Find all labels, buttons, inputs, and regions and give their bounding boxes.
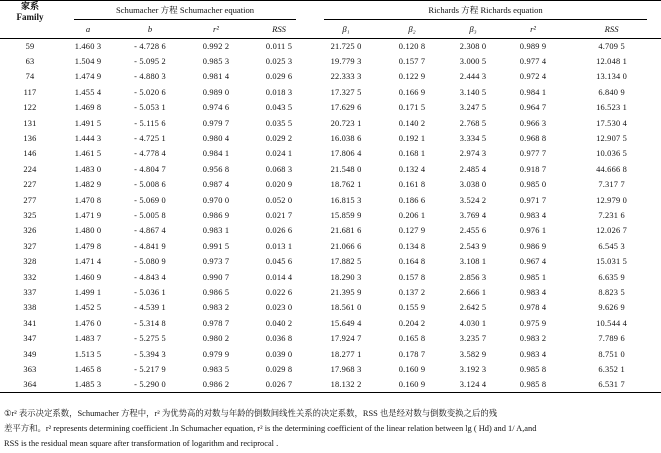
col-header-beta2: β₂ bbox=[382, 21, 442, 39]
family-cell: 363 bbox=[23, 364, 37, 374]
beta3-cell: 2.856 3 bbox=[459, 272, 487, 282]
table-row bbox=[0, 331, 661, 346]
family-cell: 327 bbox=[23, 241, 37, 251]
beta2-cell: 0.160 9 bbox=[382, 377, 442, 392]
table-row bbox=[0, 177, 661, 192]
r2-cell: 0.986 2 bbox=[184, 377, 248, 392]
rss-cell: 0.068 3 bbox=[265, 164, 293, 174]
table-row bbox=[0, 239, 661, 254]
family-cell: 349 bbox=[23, 349, 37, 359]
r2-cell: 0.989 0 bbox=[202, 87, 230, 97]
rss-cell: 0.029 2 bbox=[265, 134, 293, 144]
b-cell: - 4.843 4 bbox=[134, 272, 166, 282]
a-cell: 1.460 3 bbox=[74, 41, 102, 51]
beta3-cell: 3.000 5 bbox=[459, 57, 487, 67]
a-cell: 1.504 9 bbox=[74, 57, 102, 67]
r2-richards-cell: 0.984 1 bbox=[519, 87, 547, 97]
rss-richards-cell: 7.789 6 bbox=[598, 334, 625, 344]
b-cell: - 5.069 0 bbox=[134, 195, 166, 205]
r2-cell: 0.984 1 bbox=[202, 149, 230, 159]
beta1-cell: 17.924 7 bbox=[330, 334, 362, 344]
a-cell: 1.513 5 bbox=[74, 349, 102, 359]
family-cell: 224 bbox=[23, 164, 37, 174]
beta3-cell: 2.666 1 bbox=[459, 287, 487, 297]
family-column-header bbox=[0, 1, 60, 39]
family-cell: 325 bbox=[23, 210, 37, 220]
r2-cell: 0.978 7 bbox=[202, 318, 230, 328]
rss-richards-cell: 10.544 4 bbox=[596, 318, 628, 328]
r2-cell: 0.956 8 bbox=[202, 164, 230, 174]
r2-richards-cell: 0.977 7 bbox=[519, 149, 547, 159]
col-header-beta3: β₃ bbox=[442, 21, 504, 39]
schumacher-title: Schumacher 方程 Schumacher equation bbox=[74, 1, 296, 20]
b-cell: - 5.217 9 bbox=[134, 364, 166, 374]
beta1-cell: 17.882 5 bbox=[330, 257, 362, 267]
beta3-cell: 2.974 3 bbox=[459, 149, 487, 159]
beta1-cell: 17.629 6 bbox=[330, 103, 362, 113]
family-cell: 364 bbox=[0, 377, 60, 392]
table-row bbox=[0, 269, 661, 284]
family-cell: 328 bbox=[23, 257, 37, 267]
r2-cell: 0.983 2 bbox=[202, 303, 230, 313]
beta2-cell: 0.134 8 bbox=[398, 241, 426, 251]
rss-richards-cell: 12.907 5 bbox=[596, 134, 628, 144]
col-header-r2-richards: r² bbox=[504, 21, 562, 39]
rss-cell: 0.052 0 bbox=[265, 195, 293, 205]
rss-richards-cell: 6.635 9 bbox=[598, 272, 625, 282]
table-row bbox=[0, 192, 661, 207]
beta3-cell: 2.308 0 bbox=[459, 41, 487, 51]
rss-richards-cell: 6.840 9 bbox=[598, 87, 625, 97]
family-cell: 146 bbox=[23, 149, 37, 159]
rss-cell: 0.011 5 bbox=[265, 41, 293, 51]
beta3-cell: 2.485 4 bbox=[459, 164, 487, 174]
table-row bbox=[0, 362, 661, 377]
table-row bbox=[0, 285, 661, 300]
a-cell: 1.471 4 bbox=[74, 257, 102, 267]
r2-cell: 0.986 5 bbox=[202, 287, 230, 297]
beta2-cell: 0.171 5 bbox=[398, 103, 426, 113]
r2-cell: 0.980 2 bbox=[202, 334, 230, 344]
family-header-cn: 家系 bbox=[20, 1, 39, 11]
r2-richards-cell: 0.978 4 bbox=[519, 303, 547, 313]
r2-richards-cell: 0.966 3 bbox=[519, 118, 547, 128]
r2-richards-cell: 0.983 4 bbox=[519, 210, 547, 220]
rss-cell: 0.043 5 bbox=[265, 103, 293, 113]
rss-richards-cell: 16.523 1 bbox=[596, 103, 628, 113]
b-cell: - 5.290 0 bbox=[116, 377, 184, 392]
col-header-beta1: β₁ bbox=[310, 21, 382, 39]
r2-richards-cell: 0.989 9 bbox=[519, 41, 547, 51]
rss-cell: 0.026 7 bbox=[248, 377, 310, 392]
r2-richards-cell: 0.985 1 bbox=[519, 272, 547, 282]
r2-cell: 0.973 7 bbox=[202, 257, 230, 267]
beta2-cell: 0.168 1 bbox=[398, 149, 426, 159]
rss-richards-cell: 12.979 0 bbox=[596, 195, 628, 205]
beta2-cell: 0.165 8 bbox=[398, 334, 426, 344]
footnote-line-2: 差平方和。r² represents determining coefficient .In Schumacher equation, r² is the determining coefficient of the linear relation between lg ( Hd) and 1/ A,and bbox=[4, 424, 537, 433]
table-row bbox=[0, 39, 661, 54]
beta2-cell: 0.204 2 bbox=[398, 318, 426, 328]
family-cell: 277 bbox=[23, 195, 37, 205]
beta3-cell: 2.444 3 bbox=[459, 72, 487, 82]
beta1-cell: 18.561 0 bbox=[330, 303, 362, 313]
beta2-cell: 0.122 9 bbox=[398, 72, 426, 82]
beta1-cell: 21.725 0 bbox=[330, 41, 362, 51]
beta2-cell: 0.157 7 bbox=[398, 57, 426, 67]
table-body bbox=[0, 39, 661, 393]
beta1-cell: 21.548 0 bbox=[330, 164, 362, 174]
rss-cell: 0.023 0 bbox=[265, 303, 293, 313]
beta2-cell: 0.120 8 bbox=[398, 41, 426, 51]
family-cell: 136 bbox=[23, 134, 37, 144]
rss-cell: 0.021 7 bbox=[265, 210, 293, 220]
table-row bbox=[0, 346, 661, 361]
rss-cell: 0.029 6 bbox=[265, 72, 293, 82]
beta1-cell: 15.859 9 bbox=[330, 210, 362, 220]
b-cell: - 5.394 3 bbox=[134, 349, 166, 359]
family-cell: 131 bbox=[23, 118, 37, 128]
r2-cell: 0.970 0 bbox=[202, 195, 230, 205]
beta3-cell: 4.030 1 bbox=[459, 318, 487, 328]
beta1-cell: 18.762 1 bbox=[330, 180, 362, 190]
rss-cell: 0.029 8 bbox=[265, 364, 293, 374]
beta1-cell: 21.395 9 bbox=[330, 287, 362, 297]
a-cell: 1.476 0 bbox=[74, 318, 102, 328]
beta3-cell: 3.140 5 bbox=[459, 87, 487, 97]
table-row bbox=[0, 316, 661, 331]
b-cell: - 4.841 9 bbox=[134, 241, 166, 251]
family-cell: 59 bbox=[25, 41, 35, 51]
r2-richards-cell: 0.972 4 bbox=[519, 72, 547, 82]
r2-cell: 0.990 7 bbox=[202, 272, 230, 282]
rss-richards-cell: 8.751 0 bbox=[598, 349, 625, 359]
r2-cell: 0.979 9 bbox=[202, 349, 230, 359]
rss-richards-cell: 12.048 1 bbox=[596, 57, 628, 67]
rss-cell: 0.035 5 bbox=[265, 118, 293, 128]
beta3-cell: 3.334 5 bbox=[459, 134, 487, 144]
r2-cell: 0.981 4 bbox=[202, 72, 230, 82]
col-header-rss: RSS bbox=[248, 21, 310, 39]
rss-cell: 0.026 6 bbox=[265, 226, 293, 236]
table-row bbox=[0, 85, 661, 100]
r2-richards-cell: 0.985 8 bbox=[519, 364, 547, 374]
b-cell: - 5.115 6 bbox=[134, 118, 166, 128]
b-cell: - 4.804 7 bbox=[134, 164, 166, 174]
a-cell: 1.479 8 bbox=[74, 241, 102, 251]
a-cell: 1.469 8 bbox=[74, 103, 102, 113]
beta3-cell: 3.524 2 bbox=[459, 195, 487, 205]
family-cell: 326 bbox=[23, 226, 37, 236]
table-row bbox=[0, 300, 661, 315]
table-row bbox=[0, 69, 661, 84]
rss-cell: 0.018 3 bbox=[265, 87, 293, 97]
family-cell: 337 bbox=[23, 287, 37, 297]
beta3-cell: 3.769 4 bbox=[459, 210, 487, 220]
rss-cell: 0.022 6 bbox=[265, 287, 293, 297]
beta2-cell: 0.157 8 bbox=[398, 272, 426, 282]
r2-richards-cell: 0.968 8 bbox=[519, 134, 547, 144]
beta2-cell: 0.178 7 bbox=[398, 349, 426, 359]
beta2-cell: 0.206 1 bbox=[398, 210, 426, 220]
beta3-cell: 3.108 1 bbox=[459, 257, 487, 267]
b-cell: - 5.080 9 bbox=[134, 257, 166, 267]
beta3-cell: 2.455 6 bbox=[459, 226, 487, 236]
rss-cell: 0.024 1 bbox=[265, 149, 293, 159]
b-cell: - 5.008 6 bbox=[134, 180, 166, 190]
table-row bbox=[0, 208, 661, 223]
beta3-cell: 2.768 5 bbox=[459, 118, 487, 128]
rss-richards-cell: 6.545 3 bbox=[598, 241, 625, 251]
beta3-cell: 3.235 7 bbox=[459, 334, 487, 344]
r2-cell: 0.991 5 bbox=[202, 241, 230, 251]
a-cell: 1.465 8 bbox=[74, 364, 102, 374]
r2-richards-cell: 0.971 7 bbox=[519, 195, 547, 205]
rss-richards-cell: 6.531 7 bbox=[562, 377, 661, 392]
b-cell: - 5.005 8 bbox=[134, 210, 166, 220]
a-cell: 1.485 3 bbox=[60, 377, 116, 392]
footnote-line-3: RSS is the residual mean square after transformation of logarithm and reciprocal . bbox=[4, 439, 279, 448]
b-cell: - 4.867 4 bbox=[134, 226, 166, 236]
rss-richards-cell: 44.666 8 bbox=[596, 164, 628, 174]
r2-richards-cell: 0.985 0 bbox=[519, 180, 547, 190]
table-footnote bbox=[4, 406, 656, 451]
beta1-cell: 18.290 3 bbox=[330, 272, 362, 282]
rss-richards-cell: 17.530 4 bbox=[596, 118, 628, 128]
beta3-cell: 2.543 9 bbox=[459, 241, 487, 251]
beta2-cell: 0.155 9 bbox=[398, 303, 426, 313]
b-cell: - 4.539 1 bbox=[134, 303, 166, 313]
r2-richards-cell: 0.983 4 bbox=[519, 349, 547, 359]
family-cell: 63 bbox=[25, 57, 35, 67]
a-cell: 1.499 1 bbox=[74, 287, 102, 297]
table-row bbox=[0, 100, 661, 115]
a-cell: 1.444 3 bbox=[74, 134, 102, 144]
beta1-cell: 21.681 6 bbox=[330, 226, 362, 236]
r2-cell: 0.987 4 bbox=[202, 180, 230, 190]
beta2-cell: 0.161 8 bbox=[398, 180, 426, 190]
r2-richards-cell: 0.964 7 bbox=[519, 103, 547, 113]
table-row bbox=[0, 223, 661, 238]
r2-richards-cell: 0.967 4 bbox=[519, 257, 547, 267]
a-cell: 1.461 5 bbox=[74, 149, 102, 159]
rss-richards-cell: 6.352 1 bbox=[598, 364, 625, 374]
r2-cell: 0.979 7 bbox=[202, 118, 230, 128]
r2-richards-cell: 0.918 7 bbox=[519, 164, 547, 174]
rss-cell: 0.013 1 bbox=[265, 241, 293, 251]
table-row bbox=[0, 54, 661, 69]
beta2-cell: 0.192 1 bbox=[398, 134, 426, 144]
beta1-cell: 17.806 4 bbox=[330, 149, 362, 159]
a-cell: 1.480 0 bbox=[74, 226, 102, 236]
a-cell: 1.471 9 bbox=[74, 210, 102, 220]
beta1-cell: 15.649 4 bbox=[330, 318, 362, 328]
beta2-cell: 0.166 9 bbox=[398, 87, 426, 97]
beta3-cell: 3.124 4 bbox=[442, 377, 504, 392]
beta2-cell: 0.186 6 bbox=[398, 195, 426, 205]
rss-cell: 0.040 2 bbox=[265, 318, 293, 328]
rss-richards-cell: 8.823 5 bbox=[598, 287, 625, 297]
rss-cell: 0.045 6 bbox=[265, 257, 293, 267]
beta1-cell: 19.779 3 bbox=[330, 57, 362, 67]
family-cell: 338 bbox=[23, 303, 37, 313]
beta2-cell: 0.160 9 bbox=[398, 364, 426, 374]
table-row bbox=[0, 254, 661, 269]
beta1-cell: 16.815 3 bbox=[330, 195, 362, 205]
beta2-cell: 0.140 2 bbox=[398, 118, 426, 128]
r2-cell: 0.986 9 bbox=[202, 210, 230, 220]
r2-richards-cell: 0.975 9 bbox=[519, 318, 547, 328]
a-cell: 1.474 9 bbox=[74, 72, 102, 82]
table-header bbox=[0, 1, 661, 39]
r2-cell: 0.974 6 bbox=[202, 103, 230, 113]
r2-cell: 0.985 3 bbox=[202, 57, 230, 67]
beta1-cell: 17.327 5 bbox=[330, 87, 362, 97]
b-cell: - 5.036 1 bbox=[134, 287, 166, 297]
col-header-b: b bbox=[116, 21, 184, 39]
family-header-en: Family bbox=[16, 12, 44, 22]
family-cell: 347 bbox=[23, 334, 37, 344]
beta1-cell: 22.333 3 bbox=[330, 72, 362, 82]
beta1-cell: 17.968 3 bbox=[330, 364, 362, 374]
col-header-r2: r² bbox=[184, 21, 248, 39]
family-cell: 227 bbox=[23, 180, 37, 190]
beta2-cell: 0.132 4 bbox=[398, 164, 426, 174]
beta3-cell: 3.582 9 bbox=[459, 349, 487, 359]
b-cell: - 5.095 2 bbox=[134, 57, 166, 67]
family-cell: 332 bbox=[23, 272, 37, 282]
table-row bbox=[0, 115, 661, 130]
r2-richards-cell: 0.983 4 bbox=[519, 287, 547, 297]
rss-richards-cell: 10.036 5 bbox=[596, 149, 628, 159]
r2-richards-cell: 0.985 8 bbox=[504, 377, 562, 392]
family-cell: 74 bbox=[25, 72, 35, 82]
rss-richards-cell: 15.031 5 bbox=[596, 257, 628, 267]
table-row bbox=[0, 146, 661, 161]
rss-cell: 0.025 3 bbox=[265, 57, 293, 67]
rss-cell: 0.039 0 bbox=[265, 349, 293, 359]
a-cell: 1.491 5 bbox=[74, 118, 102, 128]
beta3-cell: 3.038 0 bbox=[459, 180, 487, 190]
table-row bbox=[0, 162, 661, 177]
beta3-cell: 3.247 5 bbox=[459, 103, 487, 113]
beta1-cell: 21.066 6 bbox=[330, 241, 362, 251]
r2-cell: 0.983 1 bbox=[202, 226, 230, 236]
beta2-cell: 0.127 9 bbox=[398, 226, 426, 236]
r2-richards-cell: 0.986 9 bbox=[519, 241, 547, 251]
beta1-cell: 16.038 6 bbox=[330, 134, 362, 144]
a-cell: 1.455 4 bbox=[74, 87, 102, 97]
a-cell: 1.470 8 bbox=[74, 195, 102, 205]
rss-cell: 0.036 8 bbox=[265, 334, 293, 344]
b-cell: - 5.314 8 bbox=[134, 318, 166, 328]
beta1-cell: 20.723 1 bbox=[330, 118, 362, 128]
beta2-cell: 0.164 8 bbox=[398, 257, 426, 267]
col-header-rss-richards: RSS bbox=[562, 21, 661, 39]
b-cell: - 4.725 1 bbox=[134, 134, 166, 144]
b-cell: - 5.053 1 bbox=[134, 103, 166, 113]
table-row bbox=[0, 377, 661, 392]
b-cell: - 4.880 3 bbox=[134, 72, 166, 82]
b-cell: - 5.275 5 bbox=[134, 334, 166, 344]
b-cell: - 5.020 6 bbox=[134, 87, 166, 97]
family-cell: 117 bbox=[23, 87, 37, 97]
beta1-cell: 18.277 1 bbox=[330, 349, 362, 359]
family-cell: 122 bbox=[23, 103, 37, 113]
a-cell: 1.452 5 bbox=[74, 303, 102, 313]
rss-cell: 0.020 9 bbox=[265, 180, 293, 190]
table-row bbox=[0, 131, 661, 146]
a-cell: 1.483 7 bbox=[74, 334, 102, 344]
beta1-cell: 18.132 2 bbox=[310, 377, 382, 392]
col-header-a: a bbox=[60, 21, 116, 39]
r2-richards-cell: 0.977 4 bbox=[519, 57, 547, 67]
rss-richards-cell: 7.231 6 bbox=[598, 210, 625, 220]
richards-title: Richards 方程 Richards equation bbox=[324, 1, 647, 20]
b-cell: - 4.778 4 bbox=[134, 149, 166, 159]
r2-cell: 0.980 4 bbox=[202, 134, 230, 144]
rss-richards-cell: 7.317 7 bbox=[598, 180, 625, 190]
footnote-line-1: ①r² 表示决定系数，Schumacher 方程中，r² 为优势高的对数与年龄的倒数间线性关系的决定系数，RSS 也是经对数与倒数变换之后的残 bbox=[4, 409, 498, 418]
r2-richards-cell: 0.983 2 bbox=[519, 334, 547, 344]
beta3-cell: 2.642 5 bbox=[459, 303, 487, 313]
family-cell: 341 bbox=[23, 318, 37, 328]
a-cell: 1.482 9 bbox=[74, 180, 102, 190]
richards-group-header bbox=[310, 1, 661, 21]
r2-cell: 0.992 2 bbox=[202, 41, 230, 51]
rss-cell: 0.014 4 bbox=[265, 272, 293, 282]
r2-cell: 0.983 5 bbox=[202, 364, 230, 374]
rss-richards-cell: 9.626 9 bbox=[598, 303, 625, 313]
rss-richards-cell: 13.134 0 bbox=[596, 72, 628, 82]
b-cell: - 4.728 6 bbox=[134, 41, 166, 51]
rss-richards-cell: 4.709 5 bbox=[598, 41, 625, 51]
rss-richards-cell: 12.026 7 bbox=[596, 226, 628, 236]
beta2-cell: 0.137 2 bbox=[398, 287, 426, 297]
a-cell: 1.460 9 bbox=[74, 272, 102, 282]
beta3-cell: 3.192 3 bbox=[459, 364, 487, 374]
r2-richards-cell: 0.976 1 bbox=[519, 226, 547, 236]
schumacher-group-header bbox=[60, 1, 310, 21]
a-cell: 1.483 0 bbox=[74, 164, 102, 174]
